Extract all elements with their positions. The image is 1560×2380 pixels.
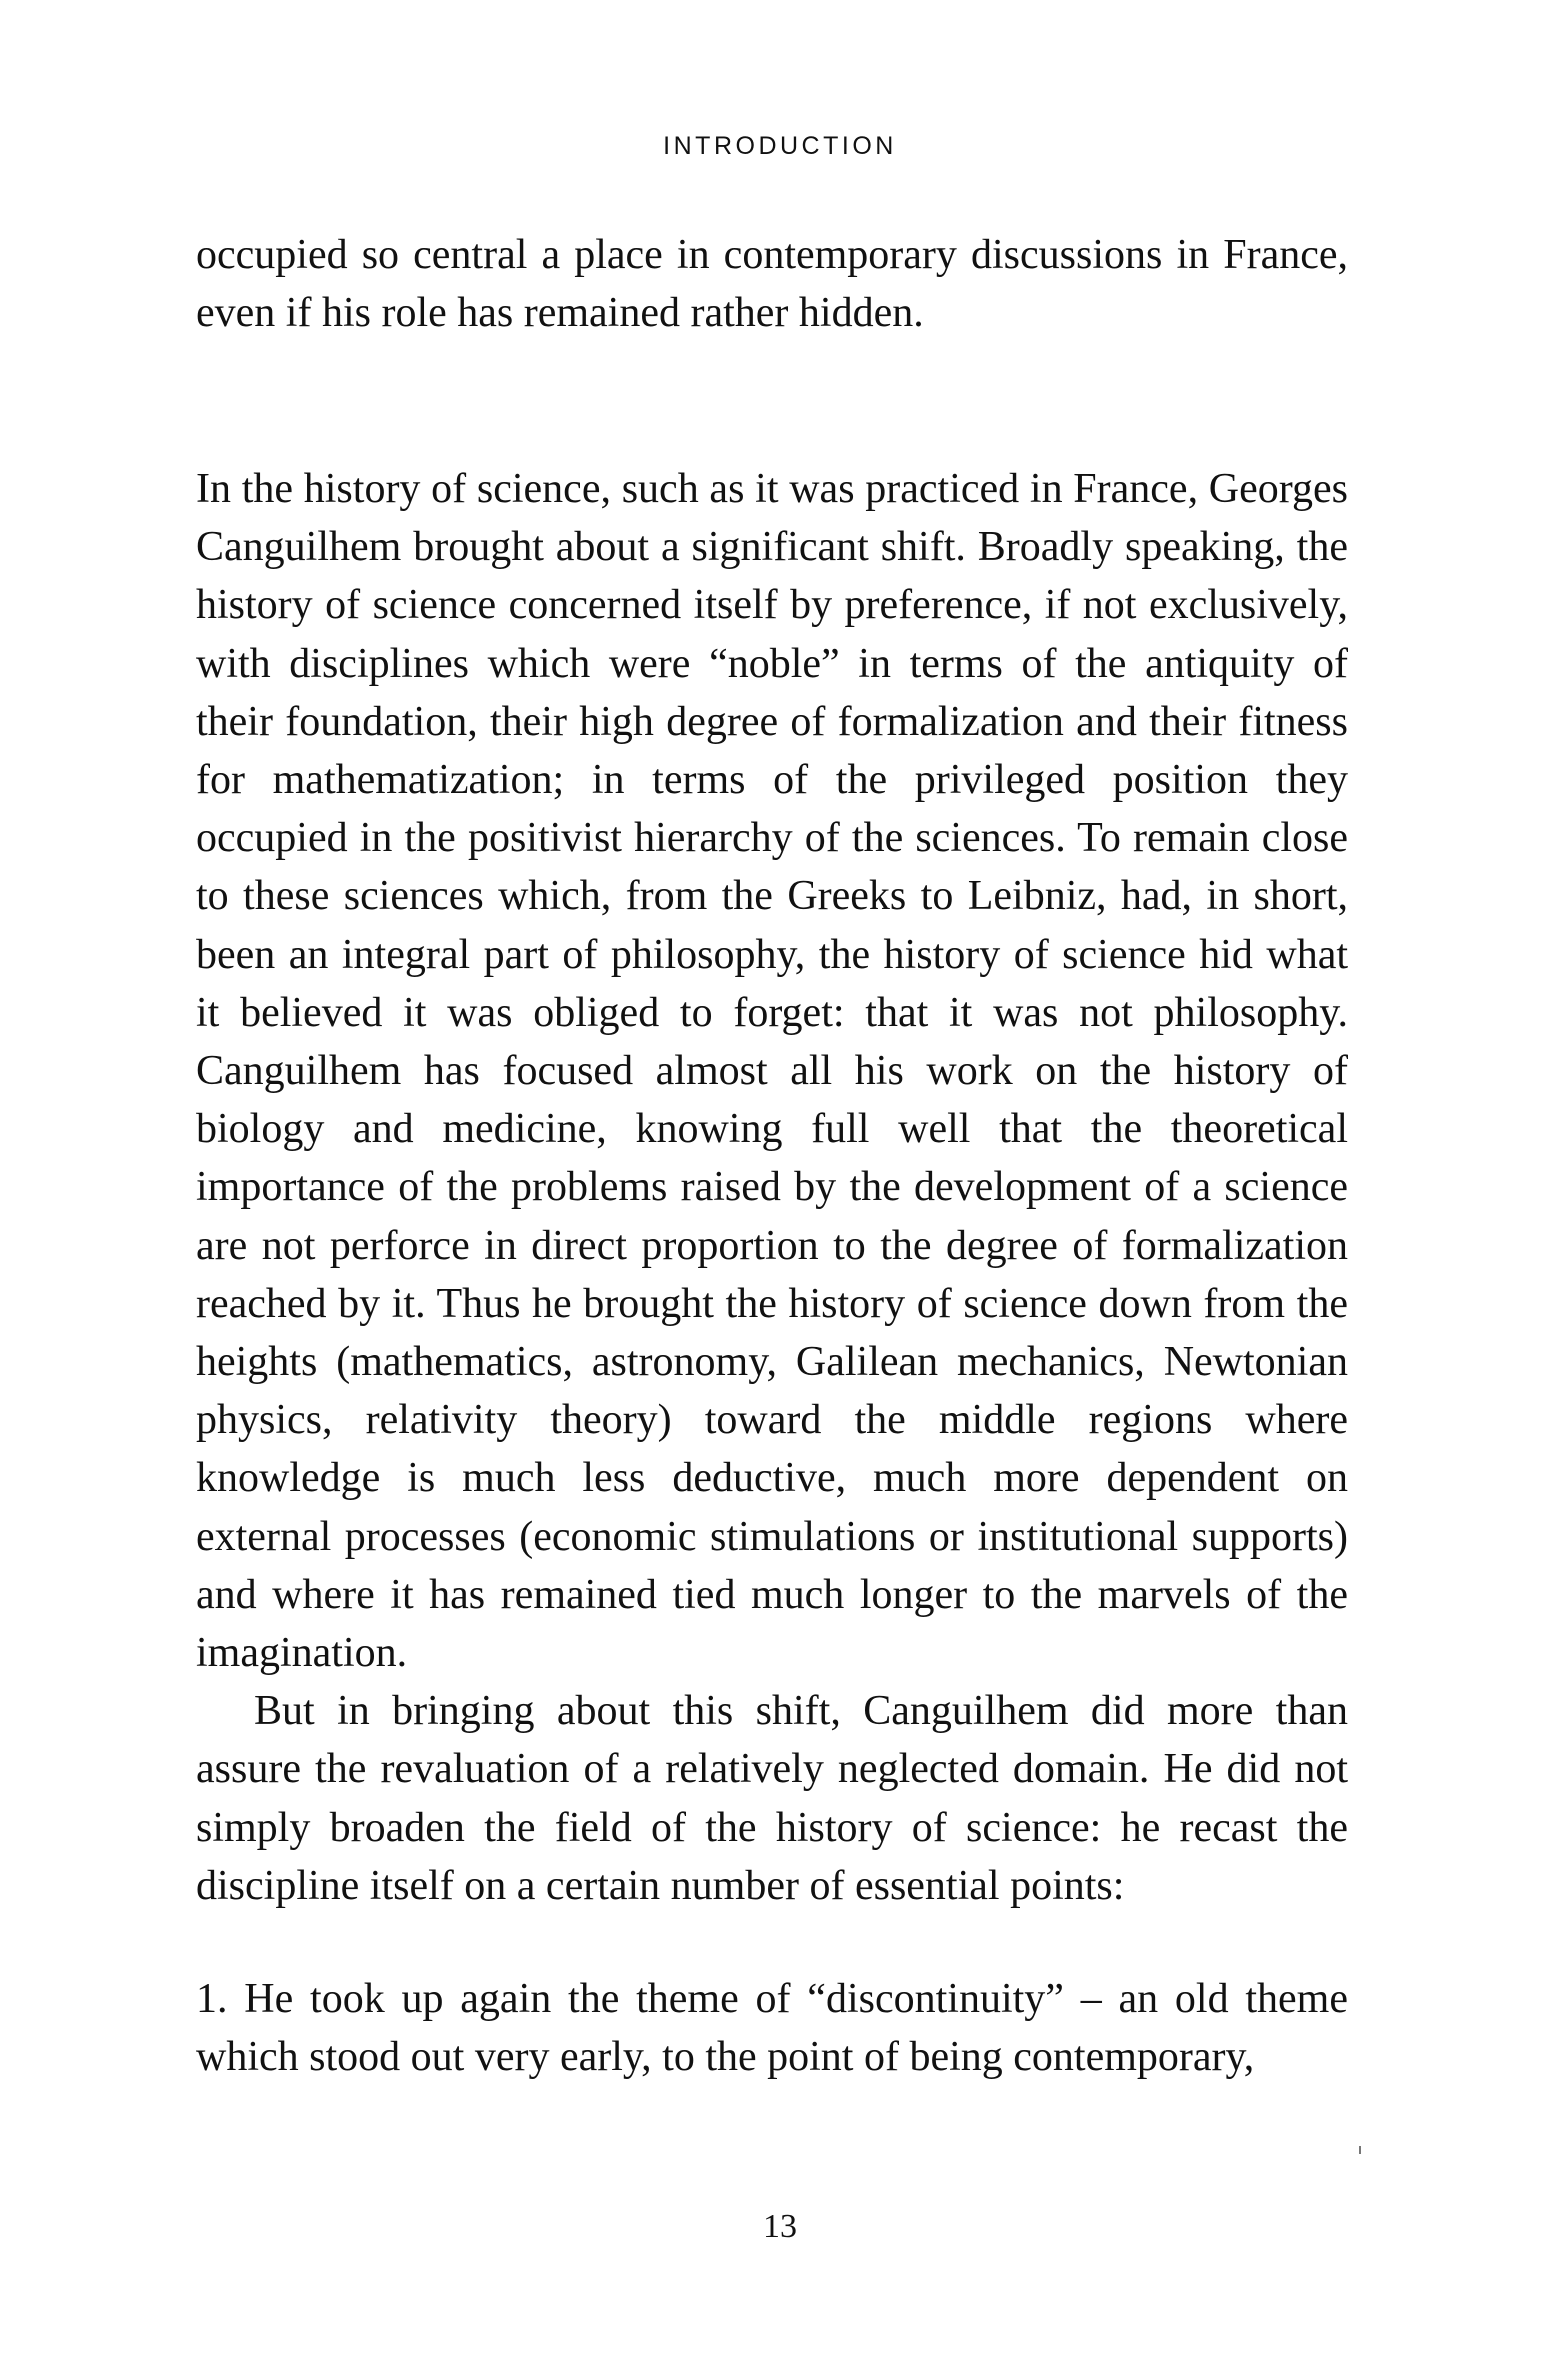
page-number: 13	[763, 2208, 797, 2245]
numbered-point-1: 1. He took up again the theme of “discontinuity” – an old theme which stood out very early, to the point of being contemporary,	[196, 1976, 1348, 2081]
paragraph-section-start: In the history of science, such as it was practiced in France, Georges Canguilhem brought about a significant shift. Broadly speaking, the history of science concerned itself by preference, if not exclusively, with disciplines which were “noble” in terms of the antiquity of their foundation, their high degree of formalization and their fitness for mathematization; in terms of the privileged position they occupied in the positivist hierarchy of the sciences. To remain close to these sciences which, from the Greeks to Leibniz, had, in short, been an integral part of philosophy, the history of science hid what it believed it was obliged to forget: that it was not philosophy. Canguilhem has focused almost all his work on the history of biology and medicine, knowing full well that the theoretical importance of the problems raised by the development of a science are not perforce in direct proportion to the degree of formalization reached by it. Thus he brought the history of science down from the heights (mathematics, astronomy, Galilean mechanics, Newtonian physics, relativity theory) toward the middle regions where knowledge is much less deductive, much more dependent on external processes (economic stimulations or institutional supports) and where it has remained tied much longer to the marvels of the imagination.	[196, 466, 1348, 1677]
body-text-numbered	[196, 1970, 1348, 2086]
running-head: INTRODUCTION	[663, 132, 897, 160]
paragraph-continuation: occupied so central a place in contemporary discussions in France, even if his role has remained rather hidden.	[196, 232, 1348, 337]
body-text-main	[196, 460, 1348, 1915]
body-text-continuation	[196, 226, 1348, 342]
paragraph-shift: But in bringing about this shift, Canguilhem did more than assure the revaluation of a relatively neglected domain. He did not simply broaden the field of the history of science: he recast the discipline itself on a certain number of essential points:	[196, 1688, 1348, 1909]
margin-mark	[1359, 2146, 1361, 2154]
